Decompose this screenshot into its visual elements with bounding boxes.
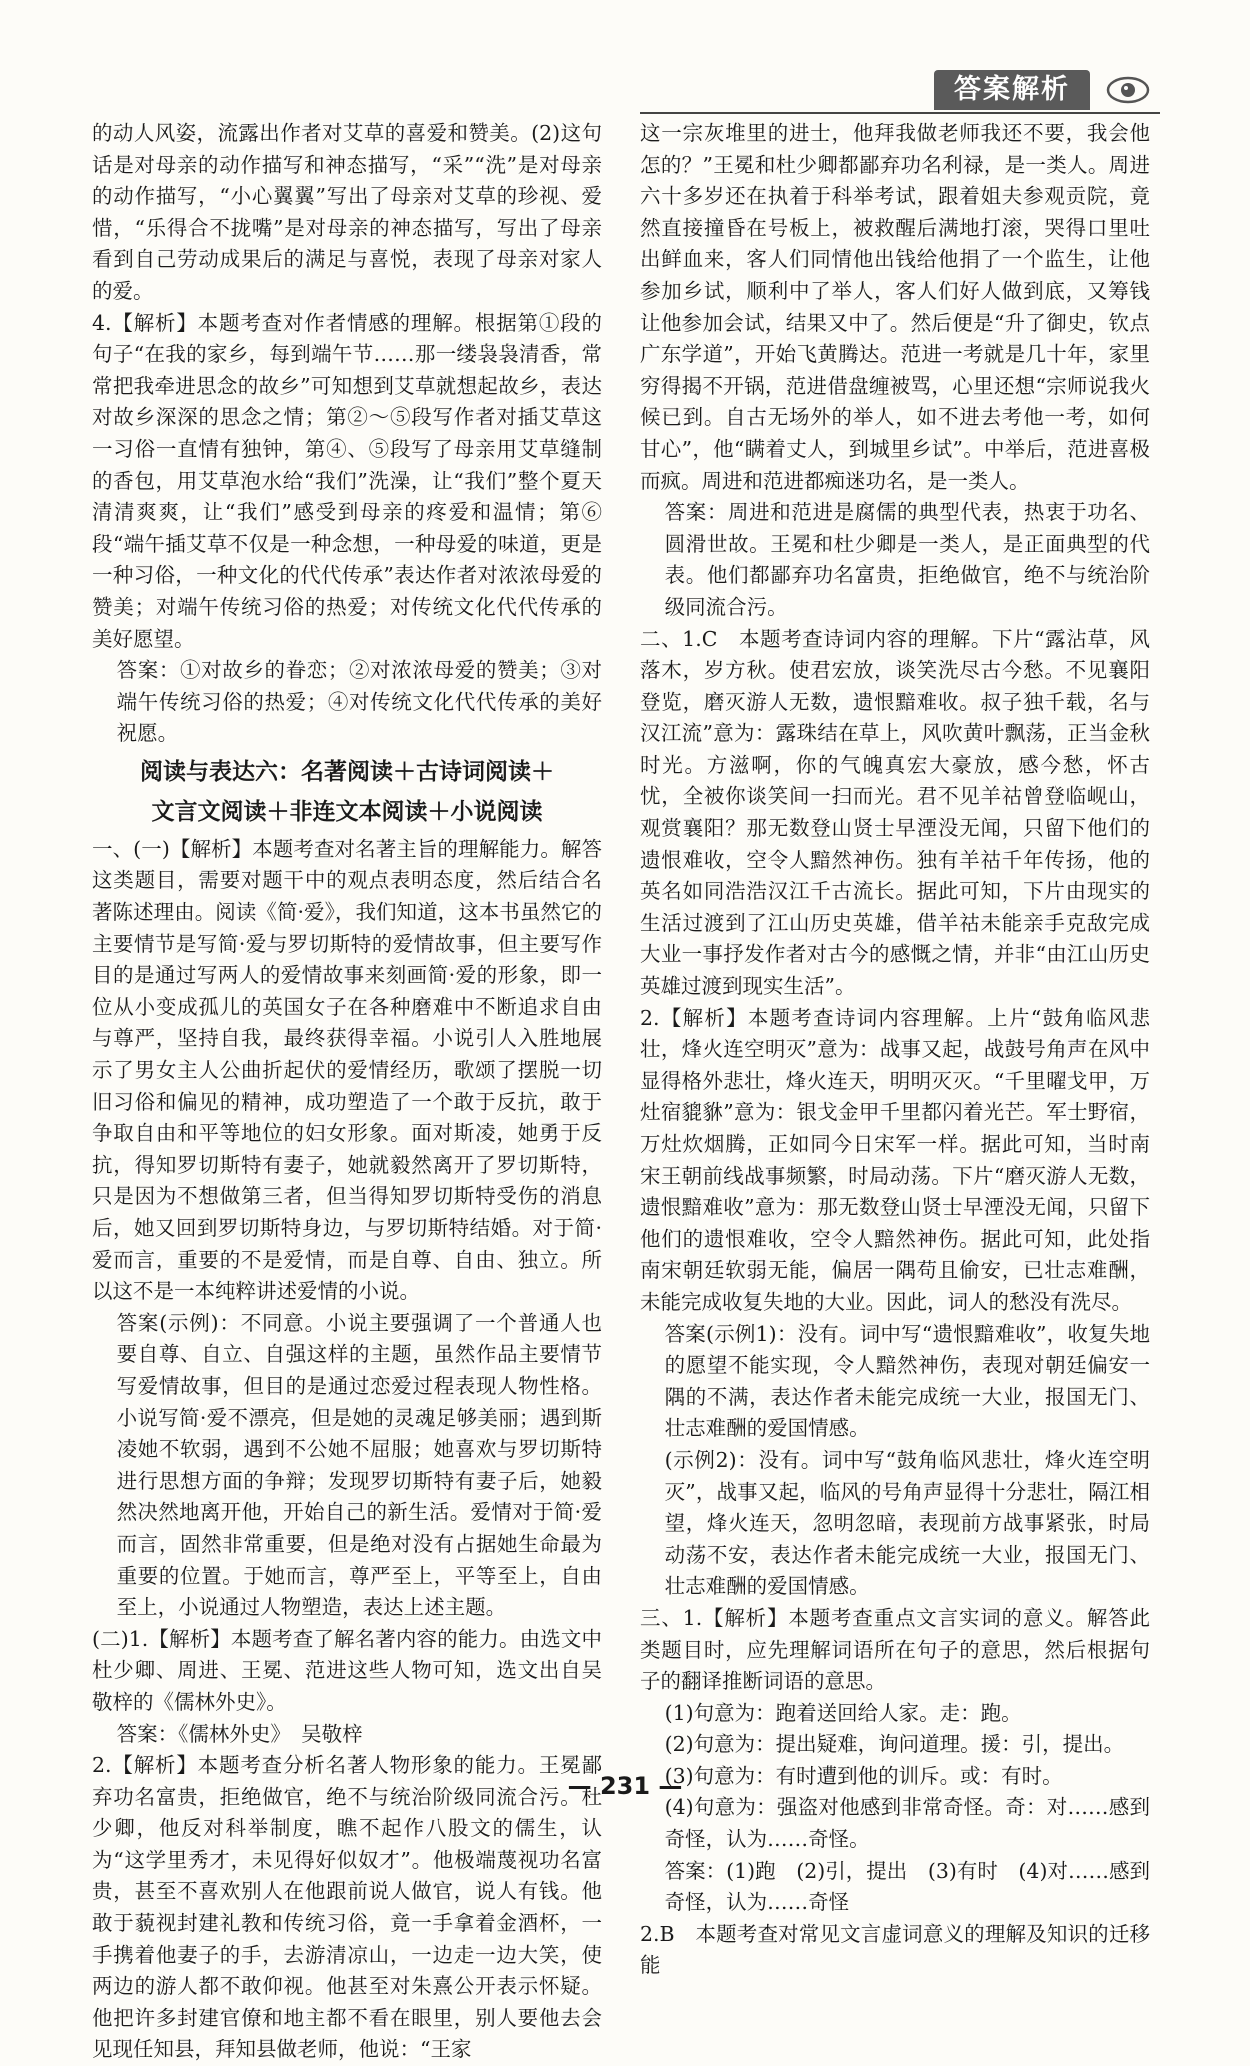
paragraph: 三、1.【解析】本题考查重点文言实词的意义。解答此类题目时，应先理解词语所在句子的意思，然后根据句子的翻译推断词语的意思。 xyxy=(640,1605,1150,1694)
answer-paragraph: 答案：①对故乡的眷恋；②对浓浓母爱的赞美；③对端午传统习俗的热爱；④对传统文化代代传承的美好祝愿。 xyxy=(116,658,602,746)
section-title: 文言文阅读＋非连文本阅读＋小说阅读 xyxy=(151,798,543,825)
page-header xyxy=(640,70,1160,114)
eye-logo-icon xyxy=(1106,74,1150,106)
paragraph: 2.B 本题考查对常见文言虚词意义的理解及知识的迁移能 xyxy=(640,1921,1150,1978)
sub-item: (4)句意为：强盗对他感到非常奇怪。奇：对……感到奇怪，认为……奇怪。 xyxy=(664,1795,1150,1852)
paragraph: 4.【解析】本题考查对作者情感的理解。根据第①段的句子“在我的家乡，每到端午节……那一缕袅袅清香，常常把我牵进思念的故乡”可知想到艾草就想起故乡，表达对故乡深深的思念之情；第②～⑤段写作者对插艾草这一习俗一直情有独钟，第④、⑤段写了母亲用艾草缝制的香包，用艾草泡水给“我们”洗澡，让“我们”整个夏天清清爽爽，让“我们”感受到母亲的疼爱和温情；第⑥段“端午插艾草不仅是一种念想，一种母爱的味道，更是一种习俗，一种文化的代代传承”表达作者对浓浓母爱的赞美；对端午传统习俗的热爱；对传统文化代代传承的美好愿望。 xyxy=(92,310,602,651)
answer-paragraph: 答案：《儒林外史》 吴敬梓 xyxy=(116,1721,363,1746)
sub-item: (1)句意为：跑着送回给人家。走：跑。 xyxy=(664,1700,1022,1725)
answer-paragraph: 答案：周进和范进是腐儒的典型代表，热衷于功名、圆滑世故。王冕和杜少卿是一类人，是正面典型的代表。他们都鄙弃功名富贵，拒绝做官，绝不与统治阶级同流合污。 xyxy=(664,500,1150,619)
right-column xyxy=(640,118,1150,1982)
paragraph: (二)1.【解析】本题考查了解名著内容的能力。由选文中杜少卿、周进、王冕、范进这些人物可知，选文出自吴敬梓的《儒林外史》。 xyxy=(92,1626,602,1714)
answer-paragraph: 答案(示例1)：没有。词中写“遗恨黯难收”，收复失地的愿望不能实现，令人黯然神伤，表现对朝廷偏安一隅的不满，表达作者未能完成统一大业，报国无门、壮志难酬的爱国情感。 xyxy=(664,1321,1150,1441)
paragraph: 这一宗灰堆里的进士，他拜我做老师我还不要，我会他怎的？”王冕和杜少卿都鄙弃功名利禄，是一类人。周进六十多岁还在执着于科举考试，跟着姐夫参观贡院，竟然直接撞昏在号板上，被救醒后满地打滚，哭得口里吐出鲜血来，客人们同情他出钱给他捐了一个监生，让他参加乡试，顺利中了举人，客人们好人做到底，又筹钱让他参加会试，结果又中了。然后便是“升了御史，钦点广东学道”，开始飞黄腾达。范进一考就是几十年，家里穷得揭不开锅，范进借盘缠被骂，心里还想“宗师说我火候已到。自古无场外的举人，如不进去考他一考，如何甘心”，他“瞒着丈人，到城里乡试”。中举后，范进喜极而疯。周进和范进都痴迷功名，是一类人。 xyxy=(640,121,1150,493)
section-title: 阅读与表达六：名著阅读＋古诗词阅读＋ xyxy=(140,758,554,785)
paragraph: 的动人风姿，流露出作者对艾草的喜爱和赞美。(2)这句话是对母亲的动作描写和神态描写，“采”“洗”是对母亲的动作描写，“小心翼翼”写出了母亲对艾草的珍视、爱惜，“乐得合不拢嘴”是对母亲的神态描写，写出了母亲看到自己劳动成果后的满足与喜悦，表现了母亲对家人的爱。 xyxy=(92,121,602,303)
answer-paragraph: (示例2)：没有。词中写“鼓角临风悲壮，烽火连空明灭”，战事又起，临风的号角声显得十分悲壮，隔江相望，烽火连天，忽明忽暗，表现前方战事紧张，时局动荡不安，表达作者未能完成统一大业，报国无门、壮志难酬的爱国情感。 xyxy=(664,1447,1150,1599)
paragraph: 一、(一)【解析】本题考查对名著主旨的理解能力。解答这类题目，需要对题干中的观点表明态度，然后结合名著陈述理由。阅读《简·爱》，我们知道，这本书虽然它的主要情节是写简·爱与罗切斯特的爱情故事，但主要写作目的是通过写两人的爱情故事来刻画简·爱的形象，即一位从小变成孤儿的英国女子在各种磨难中不断追求自由与尊严，坚持自我，最终获得幸福。小说引人入胜地展示了男女主人公曲折起伏的爱情经历，歌颂了摆脱一切旧习俗和偏见的精神，成功塑造了一个敢于反抗，敢于争取自由和平等地位的妇女形象。面对斯凌，她勇于反抗，得知罗切斯特有妻子，她就毅然离开了罗切斯特，只是因为不想做第三者，但当得知罗切斯特受伤的消息后，她又回到罗切斯特身边，与罗切斯特结婚。对于简·爱而言，重要的不是爱情，而是自尊、自由、独立。所以这不是一本纯粹讲述爱情的小说。 xyxy=(92,836,602,1304)
paragraph: 2.【解析】本题考查分析名著人物形象的能力。王冕鄙弃功名富贵，拒绝做官，绝不与统治阶级同流合污。杜少卿，他反对科举制度，瞧不起作八股文的儒生，认为“这学里秀才，未见得好似奴才”。他极端蔑视功名富贵，甚至不喜欢别人在他跟前说人做官，说人有钱。他敢于藐视封建礼教和传统习俗，竟一手拿着金酒杯，一手携着他妻子的手，去游清凉山，一边走一边大笑，使两边的游人都不敢仰视。他甚至对朱熹公开表示怀疑。他把许多封建官僚和地主都不看在眼里，别人要他去会见现任知县，拜知县做老师，他说：“王家 xyxy=(92,1753,602,2062)
sub-item: (2)句意为：提出疑难，询问道理。援：引，提出。 xyxy=(664,1732,1125,1757)
paragraph: 二、1.C 本题考查诗词内容的理解。下片“露沾草，风落木，岁方秋。使君宏放，谈笑洗尽古今愁。不见襄阳登览，磨灭游人无数，遗恨黯难收。叔子独千载，名与汉江流”意为：露珠结在草上，风吹黄叶飘荡，正当金秋时光。方滋啊，你的气魄真宏大豪放，感今愁，怀古忧，全被你谈笑间一扫而光。君不见羊祜曾登临岘山，观赏襄阳？那无数登山贤士早湮没无闻，只留下他们的遗恨难收，空令人黯然神伤。独有羊祜千年传扬，他的英名如同浩浩汉江千古流长。据此可知，下片由现实的生活过渡到了江山历史英雄，借羊祜未能亲手克敌完成大业一事抒发作者对古今的感慨之情，并非“由江山历史英雄过渡到现实生活”。 xyxy=(640,626,1150,999)
answer-paragraph: 答案(示例)：不同意。小说主要强调了一个普通人也要自尊、自立、自强这样的主题，虽然作品主要情节写爱情故事，但目的是通过恋爱过程表现人物性格。小说写简·爱不漂亮，但是她的灵魂足够美丽；遇到斯凌她不软弱，遇到不公她不屈服；她喜欢与罗切斯特进行思想方面的争辩；发现罗切斯特有妻子后，她毅然决然地离开他，开始自己的新生活。爱情对于简·爱而言，固然非常重要，但是绝对没有占据她生命最为重要的位置。于她而言，尊严至上，平等至上，自由至上，小说通过人物塑造，表达上述主题。 xyxy=(116,1310,602,1620)
paragraph: 2.【解析】本题考查诗词内容理解。上片“鼓角临风悲壮，烽火连空明灭”意为：战事又起，战鼓号角声在风中显得格外悲壮，烽火连天，明明灭灭。“千里曜戈甲，万灶宿貔貅”意为：银戈金甲千里都闪着光芒。军士野宿，万灶炊烟腾，正如同今日宋军一样。据此可知，当时南宋王朝前线战事频繁，时局动荡。下片“磨灭游人无数，遗恨黯难收”意为：那无数登山贤士早湮没无闻，只留下他们的遗恨难收，空令人黯然神伤。据此可知，此处指南宋朝廷软弱无能，偏居一隅苟且偷安，已壮志难酬，未能完成收复失地的大业。因此，词人的愁没有洗尽。 xyxy=(640,1005,1150,1314)
page-number: — 231 — xyxy=(567,1772,683,1800)
section-header-title: 答案解析 xyxy=(934,70,1090,110)
sub-item: (3)句意为：有时遭到他的训斥。或：有时。 xyxy=(664,1763,1063,1788)
answer-paragraph: 答案：(1)跑 (2)引，提出 (3)有时 (4)对……感到奇怪，认为……奇怪 xyxy=(664,1858,1150,1915)
